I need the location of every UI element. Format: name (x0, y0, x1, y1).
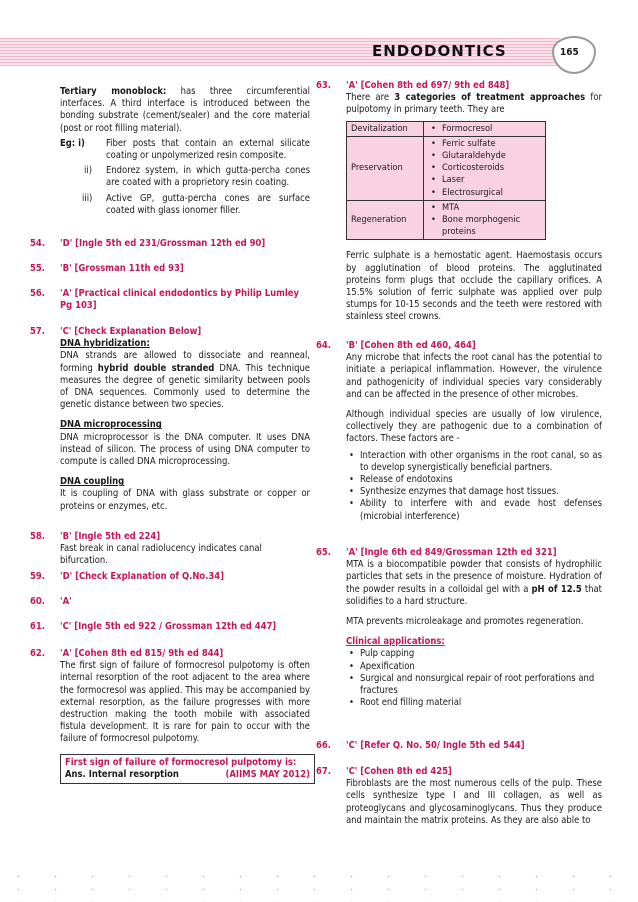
chapter-title: ENDODONTICS (372, 42, 507, 60)
dna-hybridization-heading: DNA hybridization: (60, 338, 150, 350)
list-item: • Pulp capping (346, 648, 602, 660)
tertiary-monoblock: Tertiary monoblock: has three circumferential interfaces. A third interface is introduced between the bonding substrate (cement/sealer) and the core material (post or root filling material). Eg: i) Fiber posts that contain an external silicate coating or unpolymerized resin composite. ii) Endorez system, in which gutta-percha cones are coated with a proprietory resin coating. iii) Active GP, gutta-percha cones are surface coated with glass ionomer filler. (60, 86, 310, 216)
list-item: • Apexification (346, 661, 602, 673)
list-item: • Root end filling material (346, 697, 602, 709)
clinical-applications-list (346, 648, 602, 709)
table-row: Devitalization • Formocresol (347, 121, 546, 136)
pulpotomy-categories-table (346, 121, 546, 241)
dna-microprocessing-heading: DNA microprocessing (60, 419, 162, 431)
virulence-factors-list (346, 450, 602, 523)
page-number: 165 (560, 47, 579, 58)
exam-question-box: First sign of failure of formocresol pulpotomy is: Ans. Internal resorption (AIIMS MAY 2012) (60, 754, 315, 784)
table-row: Preservation • Ferric sulfate • Glutaraldehyde • Corticosteroids • Laser • Electrosurgical (347, 136, 546, 200)
list-item: • Release of endotoxins (346, 474, 602, 486)
page-number-badge (552, 36, 596, 74)
list-item: • Surgical and nonsurgical repair of root perforations and fractures (346, 673, 602, 697)
scan-noise (0, 870, 638, 902)
list-item: • Interaction with other organisms in the root canal, so as to develop synergistically beneficial partners. (346, 450, 602, 474)
dna-coupling-heading: DNA coupling (60, 476, 125, 488)
page-header (0, 0, 638, 72)
list-item: • Synthesize enzymes that damage host tissues. (346, 486, 602, 498)
list-item: • Ability to interfere with and evade host defenses (microbial interference) (346, 498, 602, 522)
table-row: Regeneration • MTA • Bone morphogenic proteins (347, 200, 546, 240)
clinical-applications-heading: Clinical applications: (346, 636, 445, 648)
